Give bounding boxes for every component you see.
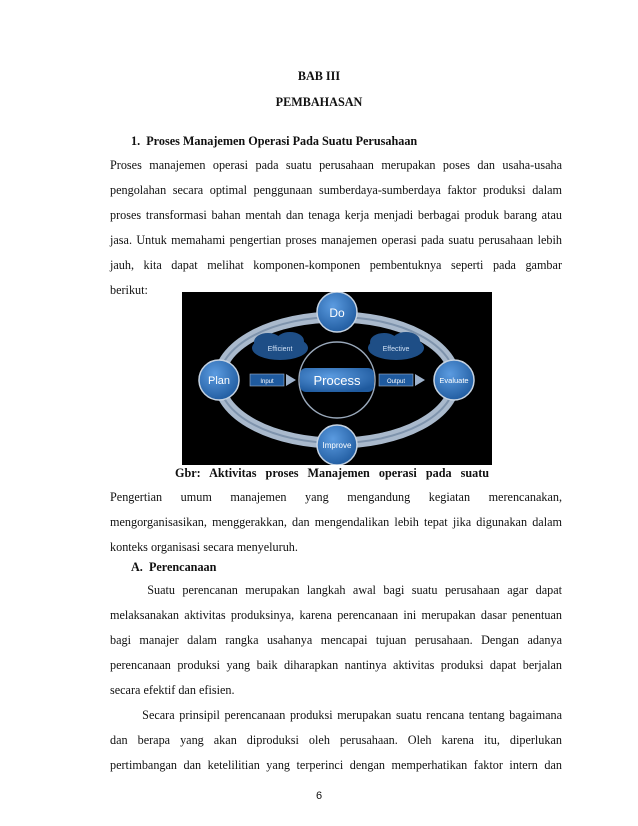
cloud-efficient-label: Efficient	[267, 346, 293, 353]
page-number: 6	[315, 790, 323, 802]
improve-label: Improve	[322, 441, 352, 450]
evaluate-label: Evaluate	[439, 376, 469, 385]
section-1-line: jauh, kita dapat melihat komponen-komponen pembentuknya seperti pada gambar	[110, 258, 562, 272]
section-a-para2-line: dan berapa yang akan diproduksi oleh perusahaan. Oleh karena itu, diperlukan	[110, 733, 562, 747]
section-1-line: proses transformasi bahan mentah dan tenaga kerja menjadi berbagai produk barang atau	[110, 208, 562, 222]
section-a-para1-line: bagi manajer dalam rangka usahanya mencapai tujuan perusahaan. Dengan adanya	[110, 633, 562, 647]
section-a-para1-line: melaksanakan aktivitas produksinya, karena perencanaan ini merupakan dasar penentuan	[110, 608, 562, 622]
paragraph-2-line: mengorganisasikan, menggerakkan, dan mengendalikan lebih tepat jika digunakan dalam	[110, 515, 562, 529]
figure-caption: Gbr: Aktivitas proses Manajemen operasi pada suatu	[175, 466, 490, 480]
plan-label: Plan	[207, 375, 231, 387]
section-a-para1-line: secara efektif dan efisien.	[110, 683, 235, 697]
chapter-title: BAB III	[297, 69, 341, 83]
section-a-para2-line: Secara prinsipil perencanaan produksi merupakan suatu rencana tentang bagaimana	[110, 708, 562, 722]
section-1-line: pengolahan secara optimal penggunaan sumberdaya-sumberdaya faktor produksi dalam	[110, 183, 562, 197]
chapter-subtitle: PEMBAHASAN	[275, 95, 363, 109]
section-1-heading: 1. Proses Manajemen Operasi Pada Suatu Perusahaan	[131, 134, 418, 148]
operations-process-diagram	[182, 292, 492, 465]
do-label: Do	[329, 306, 345, 320]
input-label: Input	[260, 379, 274, 385]
section-a-heading: A. Perencanaan	[131, 560, 217, 574]
section-a-para2-line: pertimbangan dan ketelilitian yang terperinci dengan memperhatikan faktor intern dan	[110, 758, 562, 772]
process-label: Process	[313, 373, 361, 388]
cloud-efficient	[252, 332, 308, 360]
section-1-line: jasa. Untuk memahami pengertian proses manajemen operasi pada suatu perusahaan lebih	[110, 233, 562, 247]
section-1-line: berikut:	[110, 283, 148, 297]
cloud-effective	[368, 332, 424, 360]
output-label: Output	[386, 379, 406, 385]
section-1-line: Proses manajemen operasi pada suatu perusahaan merupakan poses dan usaha-usaha	[110, 158, 562, 172]
paragraph-2-line: Pengertian umum manajemen yang mengandung kegiatan merencanakan,	[110, 490, 562, 504]
cloud-effective-label: Effective	[382, 346, 410, 353]
section-a-para1-line: perencanaan produksi yang baik diharapkan nantinya aktivitas produksi dapat berjalan	[110, 658, 562, 672]
section-a-para1-line: Suatu perencanan merupakan langkah awal bagi suatu perusahaan agar dapat	[110, 583, 562, 597]
paragraph-2-line: konteks organisasi secara menyeluruh.	[110, 540, 298, 554]
